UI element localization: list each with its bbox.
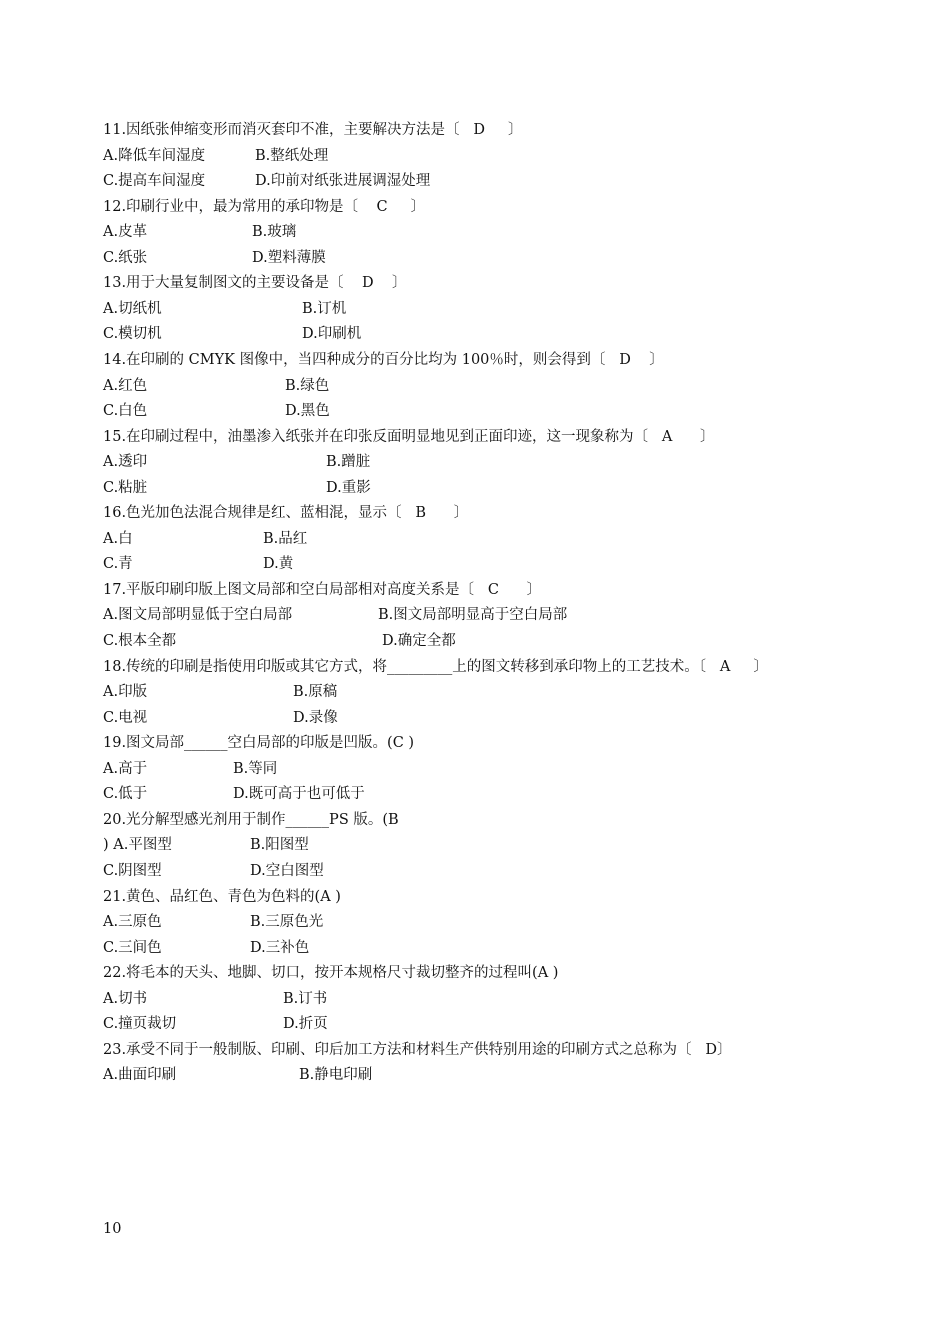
question-stem: 19.图文局部______空白局部的印版是凹版。(C )	[103, 735, 415, 752]
option-right: D.三补色	[250, 939, 310, 956]
option-right: B.图文局部明显高于空白局部	[378, 607, 568, 624]
option-right: B.订机	[302, 300, 347, 317]
question-stem: 21.黄色、品红色、青色为色料的(A )	[103, 888, 341, 905]
option-left: C.电视	[103, 709, 148, 726]
option-left: A.曲面印刷	[103, 1067, 177, 1084]
option-left: A.切书	[103, 990, 148, 1007]
option-left: A.三原色	[103, 914, 162, 931]
option-right: B.三原色光	[250, 914, 324, 931]
question-stem: 18.传统的印刷是指使用印版或其它方式，将_________上的图文转移到承印物上的工艺技术。〔 A 〕	[103, 658, 768, 675]
option-right: D.黑色	[285, 403, 330, 420]
question-stem: 22.将毛本的天头、地脚、切口，按开本规格尺寸裁切整齐的过程叫(A )	[103, 965, 559, 982]
option-left: C.低于	[103, 786, 148, 803]
option-right: B.玻璃	[252, 224, 297, 241]
option-right: B.品红	[263, 530, 308, 547]
option-left: ) A.平图型	[103, 837, 172, 854]
option-left: C.提高车间湿度	[103, 173, 206, 190]
option-left: A.图文局部明显低于空白局部	[103, 607, 293, 624]
option-left: A.透印	[103, 454, 148, 471]
option-right: B.原稿	[293, 684, 338, 701]
option-left: A.切纸机	[103, 300, 162, 317]
option-right: D.空白图型	[250, 862, 324, 879]
page-number: 10	[103, 1221, 122, 1237]
option-left: C.白色	[103, 403, 148, 420]
question-stem: 12.印刷行业中，最为常用的承印物是〔 C 〕	[103, 198, 426, 215]
option-right: D.既可高于也可低于	[233, 786, 365, 803]
question-stem: 23.承受不同于一般制版、印刷、印后加工方法和材料生产供特别用途的印刷方式之总称为〔 D〕	[103, 1041, 732, 1058]
option-left: A.皮革	[103, 224, 148, 241]
option-left: C.根本全都	[103, 633, 177, 649]
question-stem: 16.色光加色法混合规律是红、蓝相混，显示〔 B 〕	[103, 505, 469, 522]
option-right: D.黄	[263, 556, 294, 573]
option-left: C.撞页裁切	[103, 1016, 177, 1033]
question-stem: 11.因纸张伸缩变形而消灭套印不准，主要解决方法是〔 D 〕	[103, 122, 523, 138]
option-left: C.阴图型	[103, 862, 162, 879]
option-left: C.模切机	[103, 326, 162, 343]
option-right: D.确定全都	[382, 633, 456, 649]
option-left: C.三间色	[103, 939, 162, 956]
option-right: D.印刷机	[302, 326, 362, 343]
option-right: B.蹭脏	[326, 454, 371, 471]
question-stem: 15.在印刷过程中，油墨渗入纸张并在印张反面明显地见到正面印迹，这一现象称为〔 A 〕	[103, 428, 715, 445]
question-stem: 20.光分解型感光剂用于制作______PS 版。(B	[103, 811, 399, 828]
option-right: B.阳图型	[250, 837, 309, 854]
option-right: D.塑料薄膜	[252, 249, 326, 266]
question-stem: 13.用于大量复制图文的主要设备是〔 D 〕	[103, 275, 407, 292]
option-right: D.折页	[283, 1016, 328, 1033]
option-right: B.整纸处理	[255, 147, 329, 164]
question-stem: 14.在印刷的 CMYK 图像中，当四种成分的百分比均为 100％时，则会得到〔 D 〕	[103, 351, 664, 368]
option-left: C.纸张	[103, 249, 148, 266]
option-left: C.青	[103, 556, 133, 573]
option-left: A.白	[103, 530, 133, 547]
option-right: D.重影	[326, 479, 371, 496]
option-right: D.录像	[293, 709, 338, 726]
option-right: D.印前对纸张进展调湿处理	[255, 173, 431, 190]
option-left: A.红色	[103, 377, 148, 394]
option-left: A.印版	[103, 684, 148, 701]
option-right: B.订书	[283, 990, 328, 1007]
question-stem: 17.平版印刷印版上图文局部和空白局部相对高度关系是〔 C 〕	[103, 581, 542, 598]
option-right: B.静电印刷	[299, 1067, 373, 1084]
option-left: A.降低车间湿度	[103, 147, 206, 164]
option-left: A.高于	[103, 760, 148, 777]
option-left: C.粘脏	[103, 479, 148, 496]
option-right: B.等同	[233, 760, 278, 777]
option-right: B.绿色	[285, 377, 330, 394]
